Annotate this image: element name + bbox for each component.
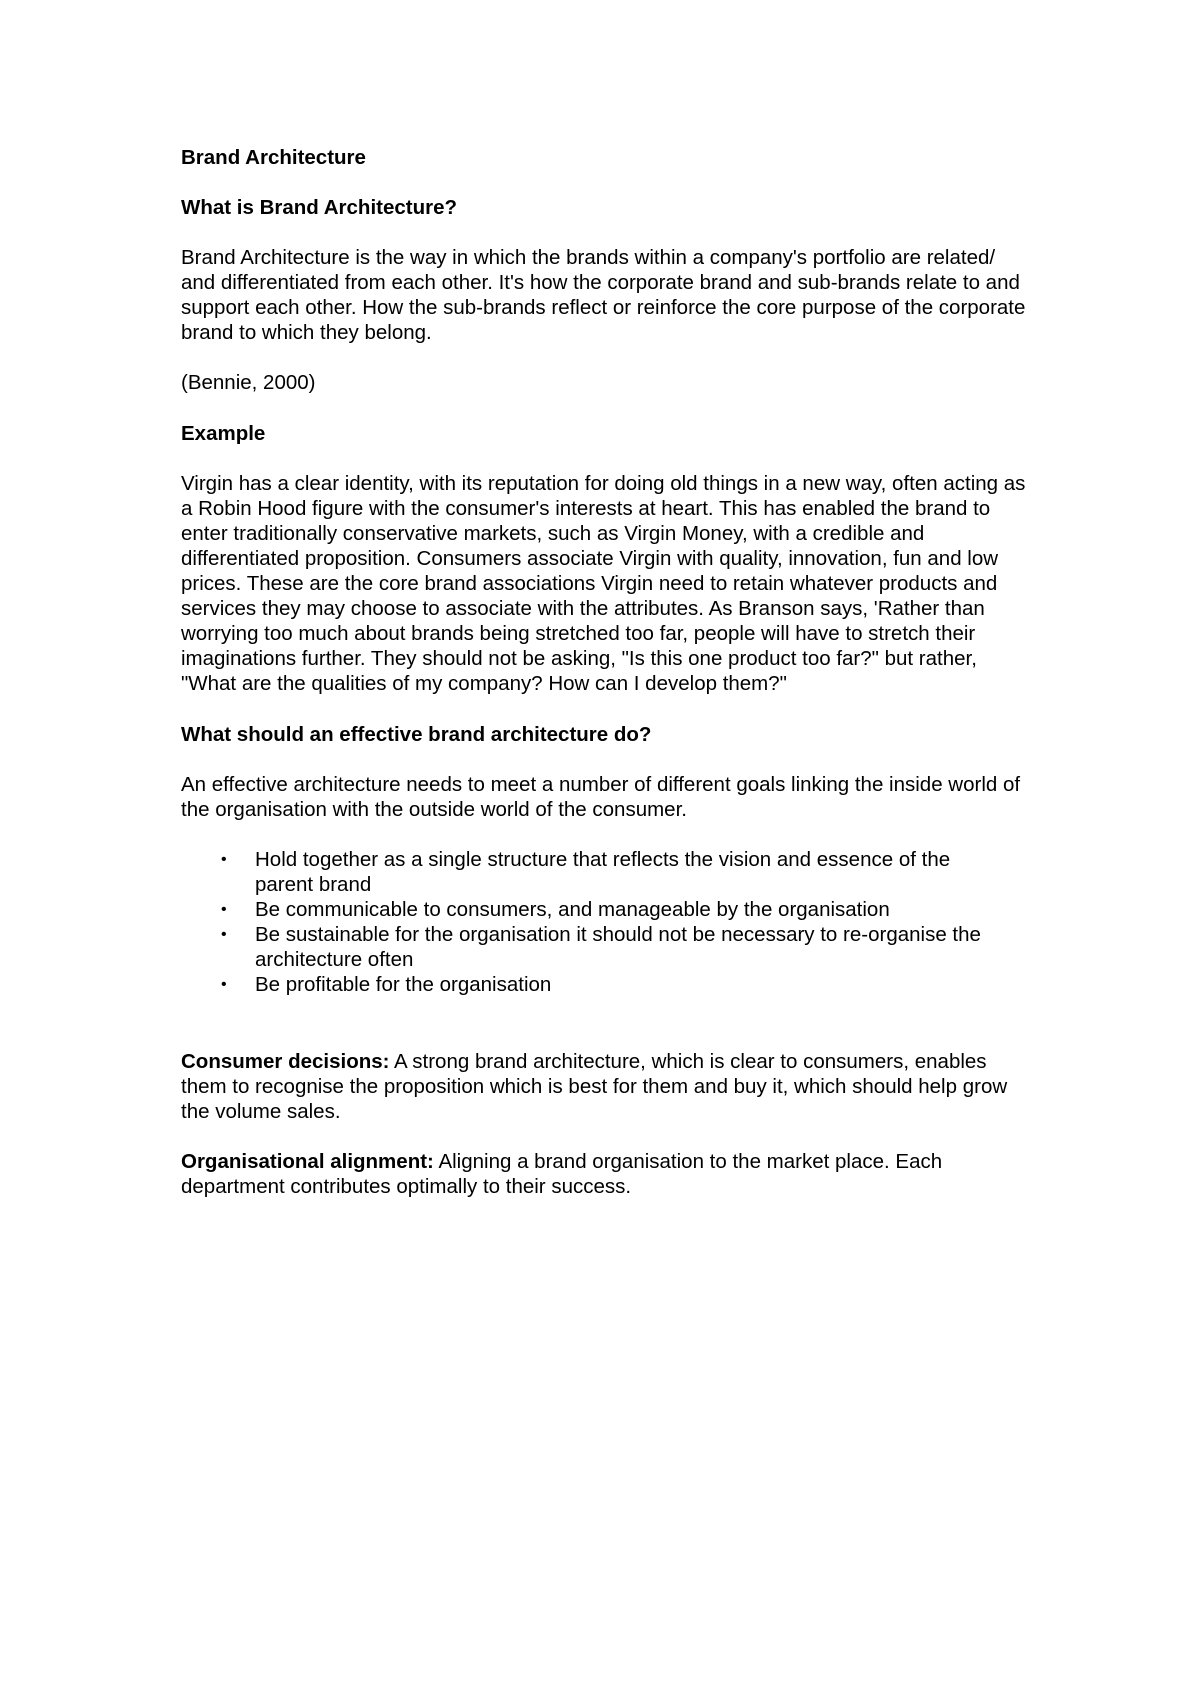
organisational-alignment-text: Aligning a brand organisation to the market place. Each department contributes optimally to their success. [181, 1150, 943, 1198]
consumer-decisions-term: Consumer decisions: [181, 1050, 390, 1073]
list-item-text: Be sustainable for the organisation it should not be necessary to re-organise the architecture often [255, 923, 981, 971]
bullet-icon: • [221, 851, 227, 868]
section-heading-what-is: What is Brand Architecture? [181, 196, 458, 219]
organisational-alignment-term: Organisational alignment: [181, 1150, 434, 1173]
definition-paragraph: Brand Architecture is the way in which the brands within a company's portfolio are related/ and differentiated from each other. It's how the corporate brand and sub-brands relate to and support each other. How the sub-brands reflect or reinforce the core purpose of the corporate brand to which they belong. [181, 246, 1026, 344]
goals-paragraph: An effective architecture needs to meet a number of different goals linking the inside world of the organisation with the outside world of the consumer. [181, 773, 1021, 821]
document-page [181, 145, 1041, 1199]
list-item [181, 847, 1000, 897]
bullet-icon: • [221, 926, 227, 943]
section-heading-effective: What should an effective brand architecture do? [181, 723, 652, 746]
consumer-decisions-paragraph [181, 1049, 1026, 1124]
list-item [181, 897, 1000, 922]
list-item-text: Be profitable for the organisation [255, 973, 552, 996]
goals-list [181, 847, 1041, 997]
document-title: Brand Architecture [181, 146, 366, 169]
example-paragraph: Virgin has a clear identity, with its reputation for doing old things in a new way, often acting as a Robin Hood figure with the consumer's interests at heart. This has enabled the brand to enter traditionally conservative markets, such as Virgin Money, with a credible and differentiated proposition. Consumers associate Virgin with quality, innovation, fun and low prices. These are the core brand associations Virgin need to retain whatever products and services they may choose to associate with the attributes. As Branson says, 'Rather than worrying too much about brands being stretched too far, people will have to stretch their imaginations further. They should not be asking, "Is this one product too far?" but rather, "What are the qualities of my company? How can I develop them?" [181, 472, 1026, 695]
section-heading-example: Example [181, 422, 266, 445]
citation: (Bennie, 2000) [181, 371, 316, 394]
list-item [181, 972, 1000, 997]
bullet-icon: • [221, 901, 227, 918]
list-item [181, 922, 1000, 972]
consumer-decisions-text: A strong brand architecture, which is clear to consumers, enables them to recognise the proposition which is best for them and buy it, which should help grow the volume sales. [181, 1050, 1008, 1123]
bullet-icon: • [221, 976, 227, 993]
list-item-text: Be communicable to consumers, and manageable by the organisation [255, 898, 890, 921]
list-item-text: Hold together as a single structure that reflects the vision and essence of the parent brand [255, 848, 951, 896]
organisational-alignment-paragraph [181, 1149, 1026, 1199]
